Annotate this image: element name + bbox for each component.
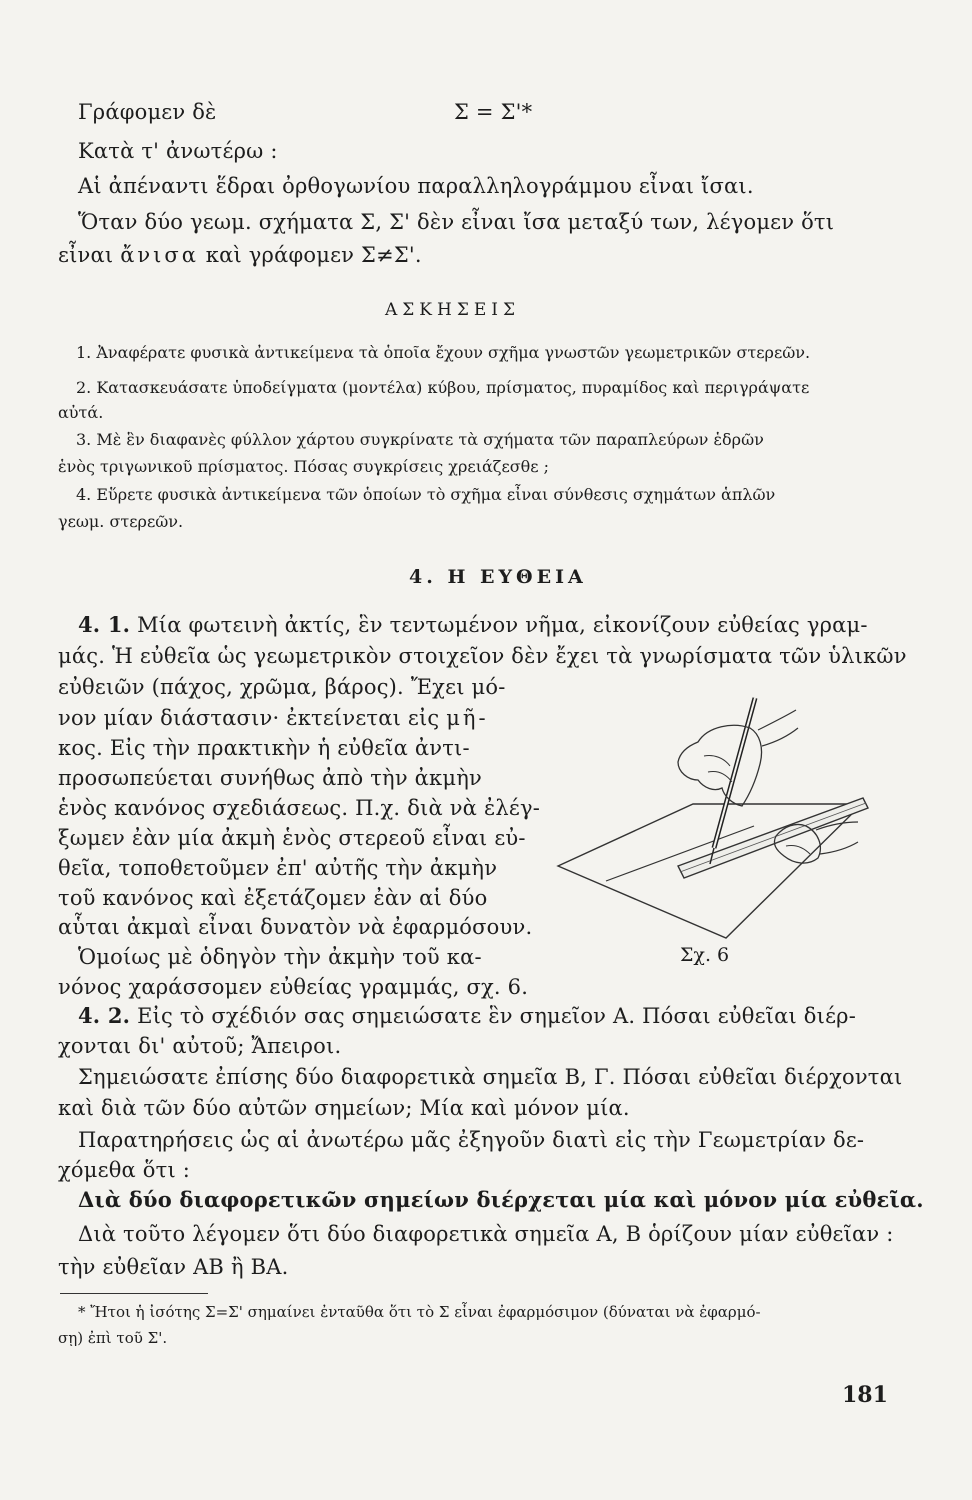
para-4-2-first-text: Εἰς τὸ σχέδιόν σας σημειώσατε ἓν σημεῖον Α. Πόσαι εὐθεῖαι διέρ- xyxy=(137,1004,857,1028)
exercise-3: 3. Μὲ ἓν διαφανὲς φύλλον χάρτου συγκρίνατε τὰ σχήματα τῶν παραπλεύρων ἑδρῶν xyxy=(76,430,764,449)
para-4-1-mekos: μῆ- xyxy=(446,706,489,730)
principle-statement: Διὰ δύο διαφορετικῶν σημείων διέρχεται μία καὶ μόνον μία εὐθεῖα. xyxy=(78,1187,924,1212)
para-4-1-line-text: νον μίαν διάστασιν· ἐκτείνεται εἰς xyxy=(58,706,440,730)
para-4-1-line: προσωπεύεται συνήθως ἀπὸ τὴν ἀκμὴν xyxy=(58,766,482,790)
para-4-2-second: χονται δι' αὐτοῦ; Ἄπειροι. xyxy=(58,1034,342,1058)
para-4-1-line: θεῖα, τοποθετοῦμεν ἐπ' αὐτῆς τὴν ἀκμὴν xyxy=(58,856,498,880)
para-4-1-number: 4. 1. xyxy=(78,612,131,637)
para-4-1-line: ἑνὸς κανόνος σχεδιάσεως. Π.χ. διὰ νὰ ἐλέγ- xyxy=(58,796,541,820)
footnote-line-2: σῃ) ἐπὶ τοῦ Σ'. xyxy=(58,1329,168,1347)
intro-line-1-text: Γράφομεν δὲ xyxy=(78,100,217,124)
para-5-second: τὴν εὐθεῖαν ΑΒ ἢ ΒΑ. xyxy=(58,1255,289,1279)
intro-line-3: Αἱ ἀπέναντι ἕδραι ὀρθογωνίου παραλληλογράμμου εἶναι ἴσαι. xyxy=(78,174,754,198)
para-3-first: Σημειώσατε ἐπίσης δύο διαφορετικὰ σημεῖα Β, Γ. Πόσαι εὐθεῖαι διέρχονται xyxy=(78,1065,903,1089)
para-4-first: Παρατηρήσεις ὡς αἱ ἀνωτέρω μᾶς ἐξηγοῦν διατὶ εἰς τὴν Γεωμετρίαν δε- xyxy=(78,1128,865,1152)
page-number: 181 xyxy=(842,1382,888,1408)
intro-line-5 xyxy=(58,245,422,266)
para-4-second: χόμεθα ὅτι : xyxy=(58,1158,191,1182)
footnote-rule xyxy=(60,1293,208,1294)
exercise-3-cont: ἑνὸς τριγωνικοῦ πρίσματος. Πόσας συγκρίσεις χρειάζεσθε ; xyxy=(58,457,550,476)
para-4-1-line: αὗται ἀκμαὶ εἶναι δυνατὸν νὰ ἐφαρμόσουν. xyxy=(58,915,533,939)
intro-line-5-a: εἶναι xyxy=(58,243,114,267)
para-3-second: καὶ διὰ τῶν δύο αὐτῶν σημείων; Μία καὶ μόνον μία. xyxy=(58,1096,630,1120)
para-4-1-first xyxy=(78,614,868,636)
para-5-first: Διὰ τοῦτο λέγομεν ὅτι δύο διαφορετικὰ σημεῖα Α, Β ὁρίζουν μίαν εὐθεῖαν : xyxy=(78,1222,894,1246)
para-4-1-line: ξωμεν ἐὰν μία ἀκμὴ ἑνὸς στερεοῦ εἶναι εὐ- xyxy=(58,826,526,850)
figure-6-label: Σχ. 6 xyxy=(680,944,730,966)
para-4-1-line: μάς. Ἡ εὐθεῖα ὡς γεωμετρικὸν στοιχεῖον δὲν ἔχει τὰ γνωρίσματα τῶν ὑλικῶν xyxy=(58,644,907,668)
footnote-line-1: * Ἤτοι ἡ ἰσότης Σ=Σ' σημαίνει ἐνταῦθα ὅτι τὸ Σ εἶναι ἐφαρμόσιμον (δύναται νὰ ἐφαρμό- xyxy=(78,1303,761,1321)
exercise-1: 1. Ἀναφέρατε φυσικὰ ἀντικείμενα τὰ ὁποῖα ἔχουν σχῆμα γνωστῶν γεωμετρικῶν στερεῶν. xyxy=(76,343,811,362)
exercise-2: 2. Κατασκευάσατε ὑποδείγματα (μοντέλα) κύβου, πρίσματος, πυραμίδος καὶ περιγράψατε xyxy=(76,378,810,397)
intro-line-5-c: καὶ γράφομεν Σ≠Σ'. xyxy=(205,243,422,267)
section-title: 4. Η ΕΥΘΕΙΑ xyxy=(409,566,587,588)
intro-line-5-emph: ἄνισα xyxy=(120,243,199,267)
intro-formula: Σ = Σ'* xyxy=(454,100,533,124)
exercise-2-cont: αὐτά. xyxy=(58,403,104,422)
para-4-1-line: τοῦ κανόνος καὶ ἐξετάζομεν ἐὰν αἱ δύο xyxy=(58,886,488,910)
para-4-1-line xyxy=(58,708,489,729)
exercises-heading: ΑΣΚΗΣΕΙΣ xyxy=(385,300,520,320)
exercise-4: 4. Εὕρετε φυσικὰ ἀντικείμενα τῶν ὁποίων τὸ σχῆμα εἶναι σύνθεσις σχημάτων ἁπλῶν xyxy=(76,485,776,504)
para-4-1-line: εὐθειῶν (πάχος, χρῶμα, βάρος). Ἔχει μό- xyxy=(58,675,506,699)
intro-line-4: Ὅταν δύο γεωμ. σχήματα Σ, Σ' δὲν εἶναι ἴσα μεταξύ των, λέγομεν ὅτι xyxy=(78,210,835,234)
para-4-2-first xyxy=(78,1005,856,1027)
intro-line-2: Κατὰ τ' ἀνωτέρω : xyxy=(78,139,278,163)
figure-6-ruler-drawing xyxy=(528,676,888,976)
exercise-4-cont: γεωμ. στερεῶν. xyxy=(58,512,184,531)
para-4-1-line: κος. Εἰς τὴν πρακτικὴν ἡ εὐθεῖα ἀντι- xyxy=(58,736,470,760)
para-4-1c: νόνος χαράσσομεν εὐθείας γραμμάς, σχ. 6. xyxy=(58,975,529,999)
para-4-2-number: 4. 2. xyxy=(78,1003,131,1028)
para-4-1-first-text: Μία φωτεινὴ ἀκτίς, ἓν τεντωμένον νῆμα, εἰκονίζουν εὐθείας γραμ- xyxy=(137,613,868,637)
para-4-1b: Ὁμοίως μὲ ὁδηγὸν τὴν ἀκμὴν τοῦ κα- xyxy=(78,945,482,969)
